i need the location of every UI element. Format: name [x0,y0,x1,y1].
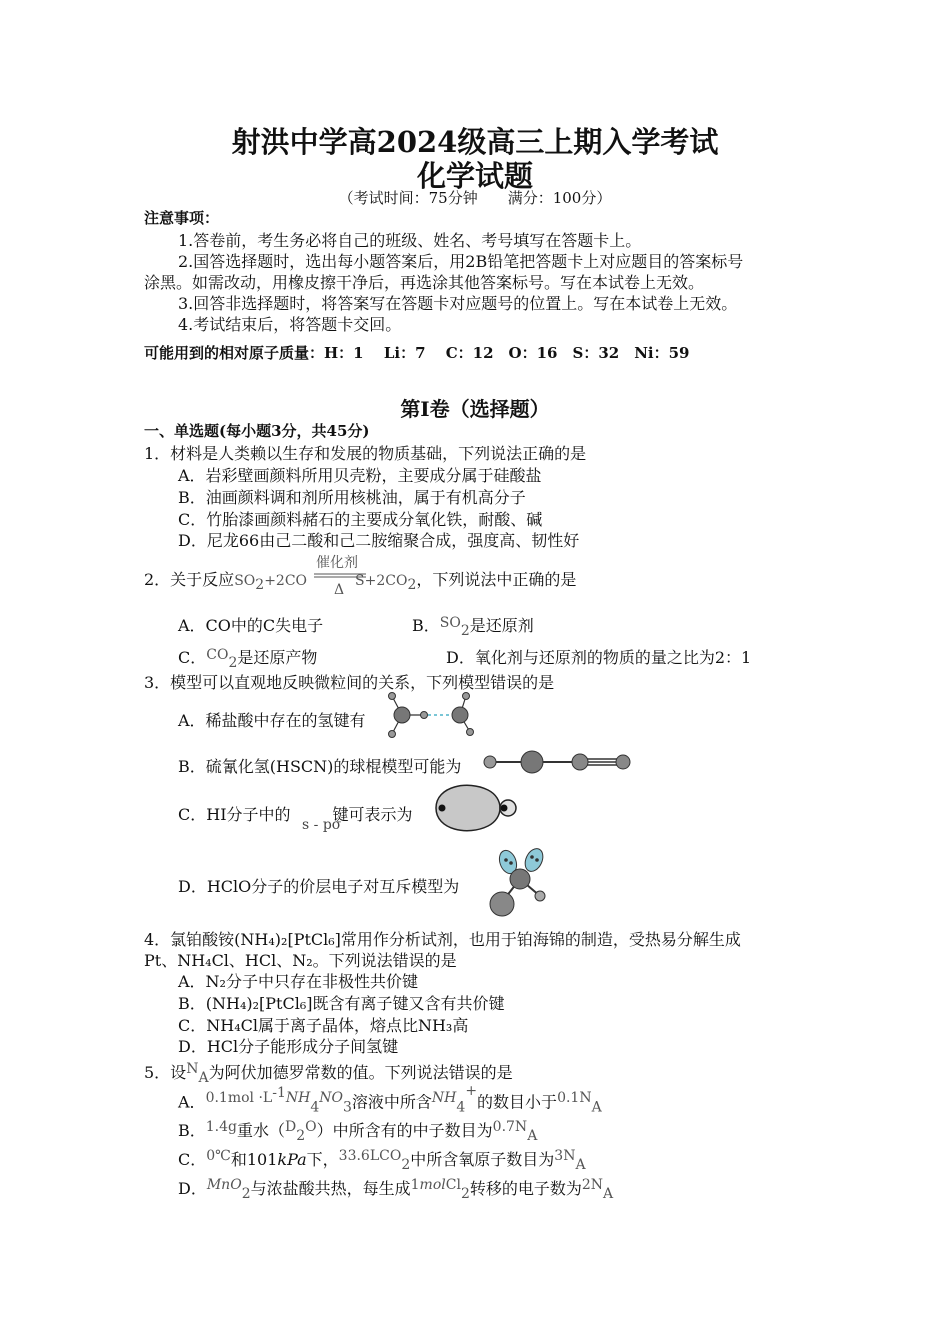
q5-na-symbol: N [186,1061,199,1077]
q5-d-value: 2N [581,1177,604,1193]
q5-b-d: D [285,1119,297,1135]
q2-option-c-formula: CO [206,647,229,663]
q3-d-vsepr-model [482,846,552,920]
q4-stem-line-1: 4．氯铂酸铵(NH₄)₂[PtCl₆]常用作分析试剂，也用于铂海锦的制造，受热易分解生成 [144,930,741,949]
notice-item-2-cont: 涂黑。如需改动，用橡皮擦干净后，再选涂其他答案标号。写在本试卷上无效。 [144,273,705,292]
q5-c-mid: 和101 [230,1150,278,1169]
exam-subject-title: 化学试题 [416,159,533,193]
q5-b-mid2: ）中所含有的中子数目为 [316,1121,493,1140]
part-1-heading: 一、单选题(每小题3分，共45分) [144,422,370,440]
q5-option-b: B．1.4g重水$(D_2O)$中所含有的中子数目为$0.7N_A$ [178,1119,538,1145]
q5-d-mno: MnO [206,1177,242,1193]
q2-option-d: D．氧化剂与还原剂的物质的量之比为2：1 [446,648,752,667]
q5-c-temp: 0℃ [206,1148,231,1164]
q1-stem: 1．材料是人类赖以生存和发展的物质基础，下列说法正确的是 [144,444,587,463]
q5-option-c-label: C． [178,1150,207,1169]
section-1-heading: 第I卷（选择题） [400,397,550,421]
q5-option-a-label: A． [178,1092,206,1112]
q4-option-d: D．HCl分子能形成分子间氢键 [178,1037,399,1056]
q4-stem-line-2: Pt、NH₄Cl、HCl、N₂。下列说法错误的是 [144,951,457,970]
q5-option-c: C．0℃和101kPa下，$33.6LCO_2$中所含氧原子数目为$3N_A$ [178,1148,586,1174]
q2-eq-mid: +2CO [264,573,308,589]
q5-option-d-label: D． [178,1179,207,1198]
q5-a-ammonium: NH [431,1090,457,1107]
q1-option-a: A．岩彩壁画颜料所用贝壳粉，主要成分属于硅酸盐 [178,466,542,485]
q4-option-a: A．N₂分子中只存在非极性共价键 [178,972,418,991]
q5-a-no: NO [319,1090,343,1107]
q5-option-a: A．$0.1mol \cdot L^{-1}NH_4NO_3$溶液中所含$NH_4^+$的数目小于$0.1N_A$ [178,1083,602,1116]
q2-option-a: A．CO中的C失电子 [178,616,324,635]
q5-d-mid: 与浓盐酸共热，每生成 [250,1179,411,1198]
q2-option-b-formula: SO [439,615,461,631]
exam-title: 射洪中学高2024级高三上期入学考试 [231,125,719,159]
notice-heading: 注意事项： [144,209,220,227]
q2-stem-post: ，下列说法中正确的是 [416,570,577,589]
notice-item-4: 4.考试结束后，将答题卡交回。 [178,315,402,334]
q3-option-b: B．硫氰化氢(HSCN)的球棍模型可能为 [178,757,462,776]
q5-a-nh: NH [285,1090,311,1107]
q3-stem: 3．模型可以直观地反映微粒间的关系，下列模型错误的是 [144,673,555,692]
q5-c-value: 3N [554,1148,576,1164]
q3-option-c-bond-label: s - pσ [302,817,342,833]
q5-c-unit: kPa [277,1150,307,1169]
q2-option-b-label: B． [412,616,440,635]
q2-option-c-text: 是还原产物 [237,648,318,667]
q5-stem-post: 为阿伏加德罗常数的值。下列说法错误的是 [208,1063,513,1082]
q3-option-a: A．稀盐酸中存在的氢键有 [178,711,366,730]
q2-option-b-sub: 2 [460,623,470,640]
q5-d-cl: Cl [445,1177,461,1193]
q3-c-orbital-overlap-model [428,780,524,838]
q5-b-mass: 1.4g [205,1119,237,1135]
q5-option-d: D．MnO$_2$与浓盐酸共热，每生成1molCl$_2$转移的电子数为$2N_A$ [178,1177,614,1203]
q3-option-d: D．HClO分子的价层电子对互斥模型为 [178,877,460,896]
q1-option-c: C．竹胎漆画颜料赭石的主要成分氧化铁，耐酸、碱 [178,510,543,529]
q3-a-hydrogen-bond-model [384,690,484,740]
q1-option-d: D．尼龙66由己二酸和己二胺缩聚合成，强度高、韧性好 [178,531,580,550]
q2-reaction-arrow [312,572,368,580]
q3-b-hscn-ball-stick-model [480,747,636,777]
q2-delta-label: Δ [334,582,345,598]
q5-stem [144,1060,513,1086]
q5-b-mid: 重水（ [237,1121,286,1140]
q2-option-c [178,645,317,671]
q3-option-c-pre: C．HI分子中的 [178,805,291,824]
q4-option-c: C．NH₄Cl属于离子晶体，熔点比NH₃高 [178,1016,469,1035]
q5-option-b-label: B． [178,1121,206,1140]
q5-a-value: 0.1N [557,1090,592,1107]
q5-c-volume: 33.6LCO [338,1148,402,1164]
q5-a-conc: 0.1mol ·L [205,1090,273,1107]
q5-b-value: 0.7N [492,1119,528,1135]
q1-option-b: B．油画颜料调和剂所用核桃油，属于有机高分子 [178,488,526,507]
q5-d-mol: mol [419,1177,446,1193]
atomic-mass-line: 可能用到的相对原子质量：H：1 Li：7 C：12 O：16 S：32 Ni：59 [144,344,690,362]
q2-eq-left: SO [234,573,256,589]
q2-catalyst-label: 催化剂 [316,555,358,571]
q2-option-b [412,613,534,639]
q5-a-mid: 溶液中所含 [351,1092,432,1112]
q5-d-one: 1 [410,1177,420,1193]
q5-stem-pre: 5．设 [144,1063,187,1082]
q3-option-c-post: 键可表示为 [332,805,413,824]
notice-item-2: 2.国答选择题时，选出每小题答案后，用2B铅笔把答题卡上对应题目的答案标号 [178,252,744,271]
q5-c-mid2: 下， [306,1150,339,1169]
notice-item-3: 3.回答非选择题时，将答案写在答题卡对应题号的位置上。写在本试卷上无效。 [178,294,738,313]
q5-b-o: O [305,1119,317,1135]
q2-stem-pre: 2．关于反应 [144,570,235,589]
q2-option-c-label: C． [178,648,207,667]
q2-option-c-sub: 2 [228,655,238,672]
q2-stem [144,567,576,593]
q2-eq-right: S+2CO [355,573,408,589]
q5-d-mid2: 转移的电子数为 [469,1179,582,1198]
q4-option-b: B．(NH₄)₂[PtCl₆]既含有离子键又含有共价键 [178,994,505,1013]
q2-eq-left-sub: 2 [255,577,265,594]
q5-a-mid2: 的数目小于 [477,1092,558,1112]
notice-item-1: 1.答卷前，考生务必将自己的班级、姓名、考号填写在答题卡上。 [178,231,642,250]
exam-info: （考试时间：75分钟 满分：100分） [338,189,612,207]
q5-na-sub: A [198,1070,209,1087]
q5-c-mid3: 中所含氧原子数目为 [410,1150,555,1169]
q2-option-b-text: 是还原剂 [469,616,534,635]
q2-eq-right-sub: 2 [407,577,417,594]
q3-option-c [178,802,413,825]
